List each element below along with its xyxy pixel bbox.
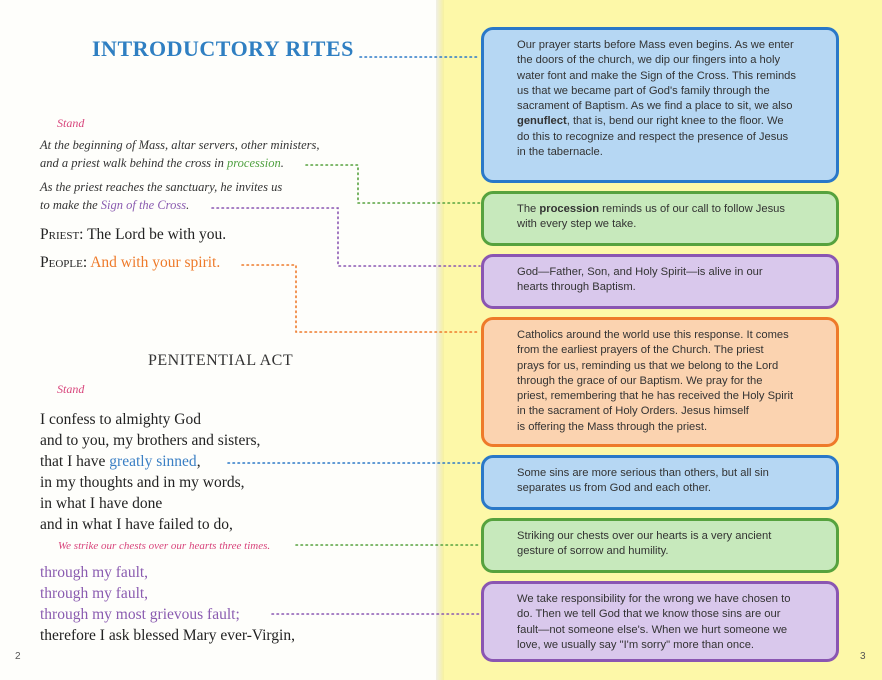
connector-spirit bbox=[242, 265, 480, 332]
procession-line: The procession reminds us of our call to follow Jesus bbox=[517, 203, 785, 215]
note-box-response: Catholics around the world use this response. It comes from the earliest prayers of the Church. The priest prays for us, reminding us that we belong to the Lord through the grace of our Baptism. We pray for the priest, remembering that he has received the Holy Spirit in the sacrament of Holy Orders. Jesus himself is offering the Mass through the priest. bbox=[481, 317, 839, 447]
note-box-gathering: Our prayer starts before Mass even begins. As we enter the doors of the church, we dip our fingers into a holy water font and make the Sign of the Cross. This reminds us that we became part of God's family through the sacrament of Baptism. As we find a place to sit, we also genuflect, that is, bend our right knee to the floor. We do this to recognize and respect the presence of Jesus in the tabernacle. bbox=[481, 27, 839, 183]
rubric-stand: Stand bbox=[57, 382, 85, 396]
bold-term: procession bbox=[539, 203, 600, 215]
greatly-sinned-term: greatly sinned bbox=[109, 453, 197, 470]
instruction-line: and a priest walk behind the cross in procession. bbox=[40, 156, 284, 170]
rubric-stand: Stand bbox=[57, 116, 85, 130]
prayer-line: and to you, my brothers and sisters, bbox=[40, 432, 261, 449]
page-number-left: 2 bbox=[15, 651, 21, 662]
prayer-line: therefore I ask blessed Mary ever-Virgin, bbox=[40, 627, 295, 644]
fault-line: through my fault, bbox=[40, 585, 149, 602]
connector-sign-of-cross bbox=[212, 208, 480, 266]
note-box-trinity: God—Father, Son, and Holy Spirit—is alive in our hearts through Baptism. bbox=[481, 254, 839, 309]
page-title: INTRODUCTORY RITES bbox=[92, 36, 354, 61]
instruction-line: At the beginning of Mass, altar servers, other ministers, bbox=[40, 138, 320, 152]
procession-term: procession bbox=[227, 156, 281, 170]
genuflect-line: genuflect, that is, bend our right knee to the floor. We bbox=[517, 115, 784, 128]
people-label: People: bbox=[40, 254, 88, 271]
note-box-procession: The procession reminds us of our call to follow Jesus with every step we take. bbox=[481, 191, 839, 246]
response-text: And with your spirit. bbox=[90, 254, 221, 271]
prayer-line: in my thoughts and in my words, bbox=[40, 474, 245, 491]
priest-dialogue: Priest: The Lord be with you. bbox=[40, 226, 227, 243]
prayer-line: and in what I have failed to do, bbox=[40, 516, 233, 533]
note-box-responsibility: We take responsibility for the wrong we have chosen to do. Then we tell God that we know those sins are our fault—not someone else's. When we hurt someone we love, we usually say "I'm sorry" more than once. bbox=[481, 581, 839, 662]
page-number-right: 3 bbox=[860, 651, 866, 662]
fault-line: through my fault, bbox=[40, 564, 149, 581]
connector-procession bbox=[306, 165, 480, 203]
rubric-strike: We strike our chests over our hearts three times. bbox=[58, 540, 271, 552]
fault-line: through my most grievous fault; bbox=[40, 606, 240, 623]
instruction-line: to make the Sign of the Cross. bbox=[40, 198, 190, 212]
prayer-line: that I have greatly sinned, bbox=[40, 453, 201, 470]
instruction-line: As the priest reaches the sanctuary, he invites us bbox=[40, 180, 283, 194]
prayer-line: I confess to almighty God bbox=[40, 411, 202, 428]
priest-label: Priest: bbox=[40, 226, 84, 243]
sign-of-cross-term: Sign of the Cross bbox=[100, 198, 187, 212]
section-heading: PENITENTIAL ACT bbox=[148, 352, 294, 369]
bold-term: genuflect bbox=[517, 115, 567, 128]
prayer-line: in what I have done bbox=[40, 495, 163, 512]
note-box-striking: Striking our chests over our hearts is a very ancient gesture of sorrow and humility. bbox=[481, 518, 839, 573]
people-dialogue bbox=[40, 254, 220, 272]
note-box-sin: Some sins are more serious than others, but all sin separates us from God and each other. bbox=[481, 455, 839, 510]
